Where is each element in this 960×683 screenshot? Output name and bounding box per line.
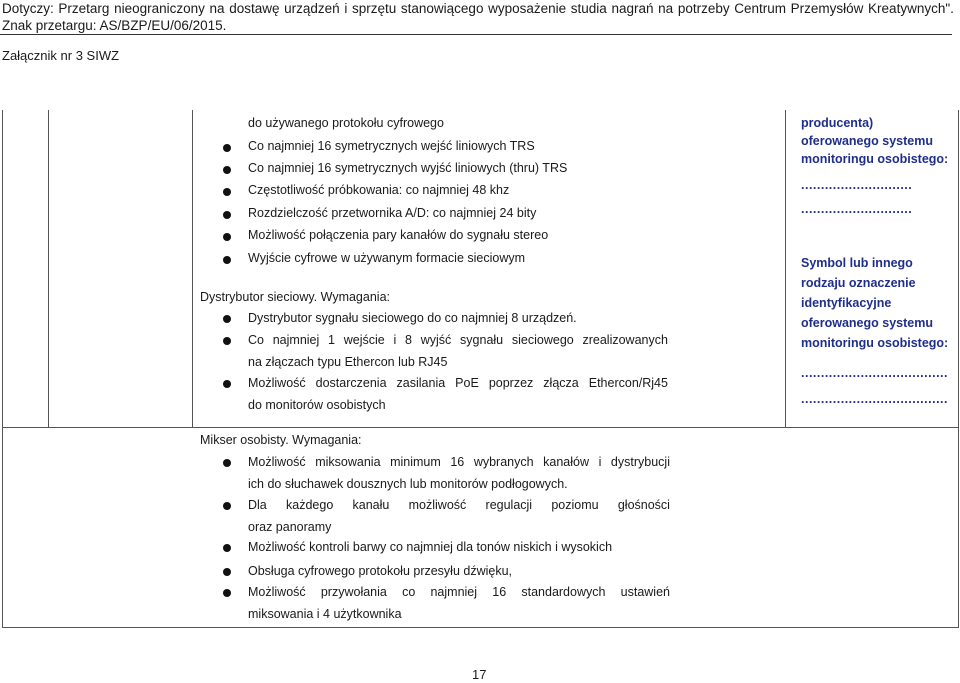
bullet-item (248, 183, 509, 197)
header-reference-line: Znak przetargu: AS/BZP/EU/06/2015. (2, 18, 227, 33)
bullet-line-justified (248, 372, 668, 394)
bullet-text-continued: oraz panoramy (248, 520, 332, 534)
header-word: Dotyczy: (2, 1, 54, 16)
header-subject-line (2, 0, 954, 17)
bullet-text: Dystrybutor sygnału sieciowego do co najmniej 8 urządzeń. (248, 311, 577, 325)
bullet-item (248, 228, 548, 242)
bullet-text: Możliwość kontroli barwy co najmniej dla tonów niskich i wysokich (248, 540, 613, 554)
bullet-item (248, 560, 512, 582)
bullet-text-continued: miksowania i 4 użytkownika (248, 607, 402, 621)
fill-in-dots: ..................................... (801, 366, 948, 380)
header-word: stanowiącego (400, 1, 484, 16)
bullet-word: możliwość (408, 498, 467, 512)
bullet-item (248, 329, 668, 373)
bullet-item (248, 161, 567, 175)
bullet-word: 1 (328, 333, 335, 347)
bullet-word: Dla (248, 498, 267, 512)
bullet-word: kanałów (543, 455, 590, 469)
bullet-word: PoE (455, 376, 479, 390)
header-word: dostawę (229, 1, 280, 16)
table-border-col3 (192, 110, 193, 428)
annex-label: Załącznik nr 3 SIWZ (2, 48, 120, 63)
bullet-line-justified (248, 451, 670, 473)
bullet-word: sieciowego (511, 333, 574, 347)
bullet-text: Rozdzielczość przetwornika A/D: co najmniej 24 bity (248, 206, 537, 220)
bullet-word: zasilania (396, 376, 446, 390)
bullet-word: najmniej (430, 585, 478, 599)
bullet-dot-icon (223, 166, 231, 174)
manufacturer-label-line: oferowanego systemu (801, 134, 933, 148)
bullet-word: Możliwość (248, 585, 306, 599)
bullet-word: sygnału (460, 333, 504, 347)
bullet-dot-icon (223, 459, 231, 467)
bullet-word: 8 (405, 333, 412, 347)
manufacturer-label-line: producenta) (801, 116, 874, 130)
header-word: na (209, 1, 225, 16)
bullet-text-continued: ich do słuchawek dousznych lub monitorów podłogowych. (248, 477, 568, 491)
document-header (2, 0, 954, 34)
bullet-dot-icon (223, 337, 231, 345)
identifier-label-line: monitoringu osobistego: (801, 336, 949, 350)
bullet-text: Częstotliwość próbkowania: co najmniej 48 khz (248, 183, 510, 197)
table-border-col4 (785, 110, 786, 428)
bullet-dot-icon (223, 188, 231, 196)
bullet-item (248, 536, 612, 558)
bullet-text-continued: do monitorów osobistych (248, 398, 386, 412)
page-number: 17 (472, 667, 487, 682)
bullet-item (248, 494, 670, 538)
bullet-dot-icon (223, 544, 231, 552)
bullet-dot-icon (223, 211, 231, 219)
bullet-dot-icon (223, 502, 231, 510)
bullet-word: 16 (450, 455, 465, 469)
header-word: wyposażenie (488, 1, 567, 16)
bullet-dot-icon (223, 568, 231, 576)
identifier-label-line: oferowanego systemu (801, 316, 933, 330)
bullet-word: przywołania (320, 585, 387, 599)
header-word: urządzeń (284, 1, 340, 16)
distributor-heading: Dystrybutor sieciowy. Wymagania: (200, 290, 390, 304)
bullet-word: miksowania (315, 455, 381, 469)
bullet-line-justified (248, 581, 670, 603)
header-word: Przemysłów (790, 1, 864, 16)
identifier-label-line: rodzaju oznaczenie (801, 276, 916, 290)
bullet-word: głośności (617, 498, 670, 512)
bullet-word: złącza (543, 376, 579, 390)
bullet-dot-icon (223, 233, 231, 241)
bullet-word: Możliwość (248, 455, 306, 469)
bullet-item (248, 581, 670, 625)
header-word: i (344, 1, 348, 16)
bullet-word: wybranych (473, 455, 534, 469)
header-word: Kreatywnych". (868, 1, 954, 16)
table-border-col2 (48, 110, 49, 428)
bullet-word: Możliwość (248, 376, 306, 390)
header-word: na (658, 1, 674, 16)
manufacturer-label-line: monitoringu osobistego: (801, 152, 949, 166)
header-divider (0, 34, 952, 35)
bullet-word: co (402, 585, 416, 599)
bullet-word: Ethercon/Rj45 (588, 376, 668, 390)
bullet-word: minimum (390, 455, 441, 469)
bullet-word: poziomu (551, 498, 599, 512)
fill-in-dots: ............................ (801, 178, 913, 192)
bullet-word: standardowych (521, 585, 606, 599)
bullet-dot-icon (223, 380, 231, 388)
header-word: studia (570, 1, 607, 16)
table-row-divider (2, 427, 959, 428)
bullet-word: dystrybucji (610, 455, 670, 469)
bullet-word: najmniej (272, 333, 320, 347)
bullet-word: i (393, 333, 397, 347)
bullet-text: Co najmniej 16 symetrycznych wyjść liniowych (thru) TRS (248, 161, 568, 175)
bullet-dot-icon (223, 315, 231, 323)
identifier-label-line: identyfikacyjne (801, 296, 892, 310)
intro-text: do używanego protokołu cyfrowego (248, 116, 444, 130)
bullet-line-justified (248, 494, 670, 516)
bullet-word: zrealizowanych (582, 333, 668, 347)
header-word: nieograniczony (114, 1, 205, 16)
table-border-left (2, 110, 3, 628)
header-word: potrzeby (677, 1, 730, 16)
bullet-text: Co najmniej 16 symetrycznych wejść liniowych TRS (248, 139, 535, 153)
bullet-text: Obsługa cyfrowego protokołu przesyłu dźwięku, (248, 564, 513, 578)
bullet-dot-icon (223, 144, 231, 152)
header-word: nagrań (611, 1, 654, 16)
header-word: Centrum (734, 1, 786, 16)
bullet-word: 16 (492, 585, 507, 599)
header-word: Przetarg (58, 1, 110, 16)
fill-in-dots: ..................................... (801, 392, 948, 406)
bullet-item (248, 139, 535, 153)
table-border-right (958, 110, 959, 628)
bullet-word: kanału (352, 498, 390, 512)
bullet-dot-icon (223, 256, 231, 264)
fill-in-dots: ............................ (801, 202, 913, 216)
bullet-word: Co (248, 333, 264, 347)
bullet-word: wyjść (420, 333, 452, 347)
bullet-word: dostarczenia (315, 376, 387, 390)
bullet-item (248, 206, 536, 220)
identifier-label-line: Symbol lub innego (801, 256, 913, 270)
table-bottom-border (2, 627, 959, 628)
bullet-text: Możliwość połączenia pary kanałów do sygnału stereo (248, 228, 549, 242)
bullet-word: regulacji (485, 498, 533, 512)
bullet-word: wejście (343, 333, 385, 347)
bullet-item (248, 251, 525, 265)
bullet-text: Wyjście cyfrowe w używanym formacie sieciowym (248, 251, 526, 265)
bullet-item (248, 372, 668, 416)
bullet-dot-icon (223, 589, 231, 597)
bullet-item (248, 451, 670, 495)
bullet-word: ustawień (620, 585, 670, 599)
bullet-item (248, 307, 577, 329)
bullet-word: i (598, 455, 602, 469)
bullet-line-justified (248, 329, 668, 351)
bullet-word: każdego (286, 498, 334, 512)
bullet-word: poprzez (488, 376, 534, 390)
bullet-text-continued: na złączach typu Ethercon lub RJ45 (248, 355, 448, 369)
header-word: sprzętu (351, 1, 397, 16)
mixer-heading: Mikser osobisty. Wymagania: (200, 433, 362, 447)
